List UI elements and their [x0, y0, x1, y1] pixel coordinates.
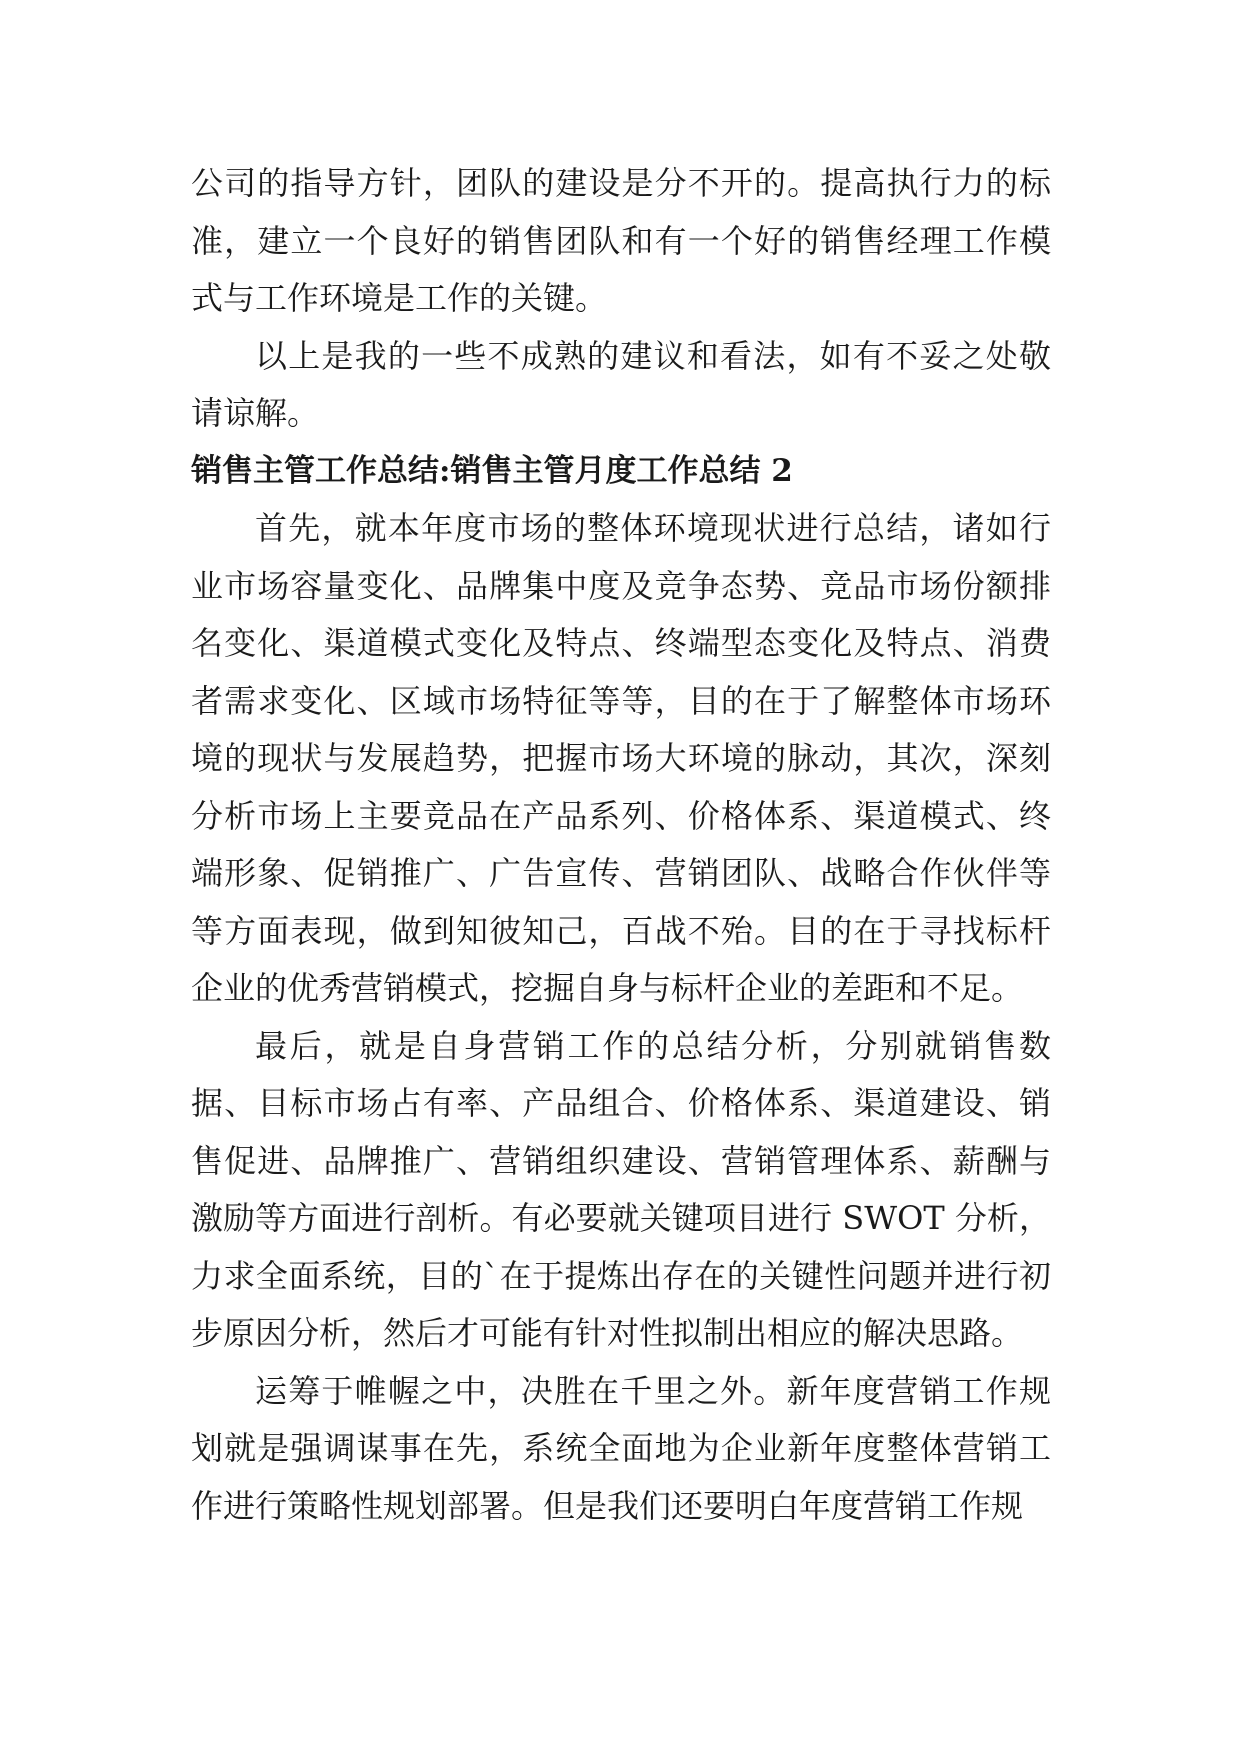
paragraph-5: 运筹于帷幄之中，决胜在千里之外。新年度营销工作规划就是强调谋事在先，系统全面地为企业新年度整体营销工作进行策略性规划部署。但是我们还要明白年度营销工作规 — [191, 1371, 1051, 1525]
paragraph-2: 以上是我的一些不成熟的建议和看法，如有不妥之处敬请谅解。 — [191, 336, 1051, 432]
document-body — [191, 155, 1051, 1535]
paragraph-3: 首先，就本年度市场的整体环境现状进行总结，诸如行业市场容量变化、品牌集中度及竞争态势、竞品市场份额排名变化、渠道模式变化及特点、终端型态变化及特点、消费者需求变化、区域市场特征等等，目的在于了解整体市场环境的现状与发展趋势，把握市场大环境的脉动，其次，深刻分析市场上主要竞品在产品系列、价格体系、渠道模式、终端形象、促销推广、广告宣传、营销团队、战略合作伙伴等等方面表现，做到知彼知己，百战不殆。目的在于寻找标杆企业的优秀营销模式，挖掘自身与标杆企业的差距和不足。 — [191, 509, 1051, 1007]
paragraph-4: 最后，就是自身营销工作的总结分析，分别就销售数据、目标市场占有率、产品组合、价格体系、渠道建设、销售促进、品牌推广、营销组织建设、营销管理体系、薪酬与激励等方面进行剖析。有必要就关键项目进行 SWOT 分析，力求全面系统，目的`在于提炼出存在的关键性问题并进行初步原因分析，然后才可能有针对性拟制出相应的解决思路。 — [191, 1026, 1051, 1352]
paragraph-1: 公司的指导方针，团队的建设是分不开的。提高执行力的标准，建立一个良好的销售团队和有一个好的销售经理工作模式与工作环境是工作的关键。 — [191, 164, 1051, 317]
section-heading: 销售主管工作总结:销售主管月度工作总结 2 — [191, 452, 793, 489]
